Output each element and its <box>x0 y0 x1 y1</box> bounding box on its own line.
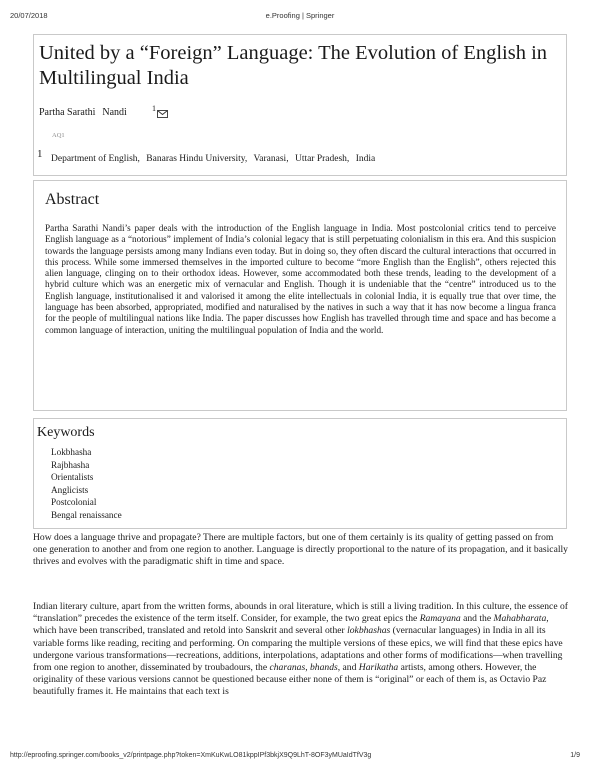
affiliation-state: Uttar Pradesh, <box>294 154 350 164</box>
page-number: 1/9 <box>570 752 580 759</box>
epic-title-ramayana: Ramayana <box>419 613 461 625</box>
keyword-item: Orientalists <box>51 472 94 482</box>
affiliation-institution: Banaras Hindu University, <box>146 154 248 164</box>
mail-icon[interactable] <box>157 105 168 123</box>
keywords-heading: Keywords <box>37 425 95 440</box>
abstract-box <box>33 180 567 411</box>
paragraph-text: and the <box>460 613 494 625</box>
affiliation-department: Department of English, <box>51 154 140 164</box>
abstract-text: Partha Sarathi Nandi’s paper deals with the introduction of the English language in India. Most postcolonial critics tend to perceive English language as a “notorious” implement of India’s colonial legacy that is still perpetuating colonialism in this era. And this suspicion towards the language persists among many Indians even today. But in doing so, they often discard the cultural interactions that occurred in this process. While some immersed themselves in the imported culture to become “more English than the English”, others rejected this alien language, clinging on to their orthodox ideas. However, some accommodated both these trends, leading to the development of a hybrid culture which was an energetic mix of vernacular and English. Though it is undeniable that the “centre” introduced us to the English language, institutionalised it and valorised it among the elite intellectuals in colonial India, it is equally true that over time, the language has been absorbed, appropriated, modified and naturalised by the natives in such a way that it has now become a lingua franca for the people of multilingual nations like India. The paper discusses how English has travelled through time and space and has become a common language of interaction, uniting the multilingual population of India and the world. <box>45 223 556 335</box>
paragraph-text: , <box>305 662 310 674</box>
term-bhands: bhands <box>310 662 338 674</box>
author-query-label[interactable]: AQ1 <box>52 132 65 139</box>
keyword-item: Postcolonial <box>51 497 97 507</box>
article-title: United by a “Foreign” Language: The Evolution of English in Multilingual India <box>39 42 548 89</box>
paragraph-text: , and <box>337 662 359 674</box>
keyword-item: Rajbhasha <box>51 459 90 470</box>
keyword-item: Lokbhasha <box>51 447 92 457</box>
author-name[interactable] <box>39 107 134 118</box>
print-date: 20/07/2018 <box>10 11 48 20</box>
body-paragraph-1: How does a language thrive and propagate? There are multiple factors, but one of them certainly is its quality of getting passed on from one generation to another and from one region to another. Language is directly proportional to the nature of its propagation, and it basically thrives and evolves with the paradigmatic shift in time and space. <box>33 532 568 568</box>
affiliation-city: Varanasi, <box>253 154 289 164</box>
epic-title-mahabharata: Mahabharata, <box>493 613 549 625</box>
abstract-heading: Abstract <box>45 191 100 208</box>
article-header-box <box>33 34 567 176</box>
keywords-list <box>51 446 122 521</box>
author-last-name: Nandi <box>102 107 127 118</box>
term-harikatha: Harikatha <box>358 662 399 674</box>
print-url: http://eproofing.springer.com/books_v2/printpage.php?token=XmKuKwLO81kppIPf3bkjX9Q9LhT-8OF3yMUaIdTfV3g <box>10 752 372 759</box>
paragraph-text: (vernacular languages) in India in all its variable forms like reading, reciting and performing. On comparing the multiple versions of these epics, we will find that these epics have undergone various transformations—recreations, additions, interpolations, adaptations and other forms of modifications—when travelling from one region to another, disseminated by troubadours, the <box>33 625 563 674</box>
affiliation-country: India <box>355 154 376 164</box>
affiliation <box>51 154 379 164</box>
term-charanas: charanas <box>269 662 306 674</box>
body-paragraph-2 <box>33 601 569 699</box>
author-first-name: Partha Sarathi <box>39 107 96 118</box>
keyword-item: Anglicists <box>51 484 89 495</box>
term-lokbhashas: lokbhashas <box>347 625 391 637</box>
keywords-box <box>33 418 567 529</box>
paragraph-text: which have been transcribed, translated and retold into Sanskrit and several other <box>33 625 348 637</box>
print-page-title: e.Proofing | Springer <box>265 11 335 20</box>
paragraph-text: Indian literary culture, apart from the written forms, abounds in oral literature, which is still a living tradition. In this culture, the essence of “translation” precedes the existence of the term itself. Consider, for example, the two great epics the <box>33 601 568 625</box>
affiliation-number: 1 <box>37 148 43 160</box>
paragraph-text: artists, among others. However, the originality of these various versions cannot be questioned because either none of them is “original” or each of them is, as Octavio Paz beautifully frames it. He maintains that each text is <box>33 662 547 698</box>
keyword-item: Bengal renaissance <box>51 509 122 520</box>
author-affiliation-mark: 1 <box>152 104 156 113</box>
